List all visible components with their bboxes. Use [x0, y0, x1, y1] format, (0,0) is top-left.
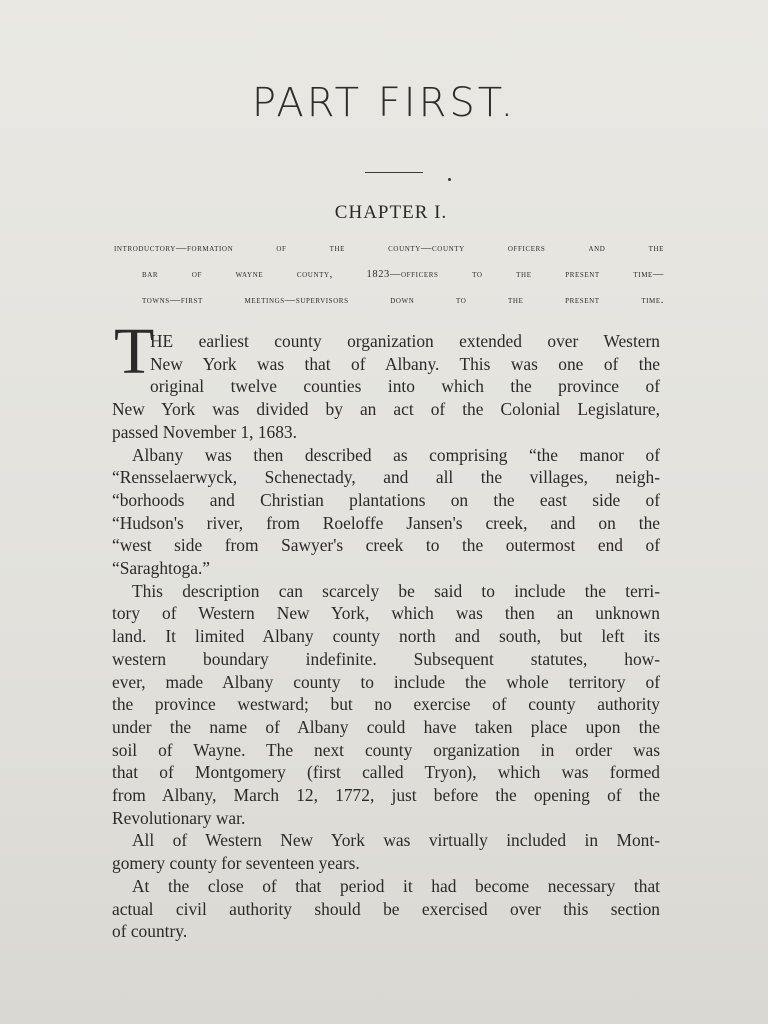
text-line: ever, made Albany county to include the whole territory of [112, 671, 660, 692]
text-line: actual civil authority should be exercised over this section [112, 898, 660, 919]
text-line: HE earliest county organization extended over Western [150, 331, 660, 351]
text-line: soil of Wayne. The next county organization in order was [112, 739, 660, 760]
title-divider [365, 172, 423, 173]
text-line: At the close of that period it had become necessary that [132, 875, 660, 896]
ornament-dot [448, 178, 451, 181]
text-line: New York was that of Albany. This was one of the [150, 353, 660, 374]
synopsis-line: introductory—formation of the county—county officers and the [114, 243, 664, 254]
chapter-heading: CHAPTER I. [334, 202, 448, 223]
text-line: land. It limited Albany county north and south, but left its [112, 626, 660, 647]
synopsis-line: towns—first meetings—supervisors down to the present time. [142, 295, 664, 306]
text-line: tory of Western New York, which was then an unknown [112, 603, 660, 624]
part-title: PART FIRST. [251, 80, 517, 126]
text-line: the province westward; but no exercise of county authority [112, 694, 660, 715]
text-line: from Albany, March 12, 1772, just before the opening of the [112, 785, 660, 806]
text-line: Revolutionary war. [112, 807, 246, 828]
body-text [112, 330, 660, 943]
text-line: “Rensselaerwyck, Schenectady, and all the villages, neigh- [112, 467, 660, 488]
text-line: This description can scarcely be said to include the terri- [132, 580, 660, 601]
text-line: original twelve counties into which the province of [150, 376, 660, 397]
text-line: Albany was then described as comprising “the manor of [132, 444, 660, 465]
text-line: “west side from Sawyer's creek to the outermost end of [112, 535, 660, 556]
text-line: “Hudson's river, from Roeloffe Jansen's creek, and on the [112, 512, 660, 533]
text-line: under the name of Albany could have taken place upon the [112, 716, 660, 737]
text-line: that of Montgomery (first called Tryon), which was formed [112, 762, 660, 783]
text-line: “Saraghtoga.” [112, 558, 211, 579]
drop-cap: T [114, 315, 155, 388]
text-line: “borhoods and Christian plantations on the east side of [112, 489, 660, 510]
text-line: passed November 1, 1683. [112, 421, 297, 442]
text-line: New York was divided by an act of the Colonial Legislature, [112, 399, 660, 420]
text-line: western boundary indefinite. Subsequent statutes, how- [112, 648, 660, 669]
chapter-synopsis [114, 236, 664, 314]
synopsis-line: bar of wayne county, 1823—officers to the present time— [142, 269, 664, 280]
text-line: of country. [112, 921, 188, 942]
text-line: gomery county for seventeen years. [112, 853, 360, 874]
text-line: All of Western New York was virtually included in Mont- [132, 830, 660, 851]
